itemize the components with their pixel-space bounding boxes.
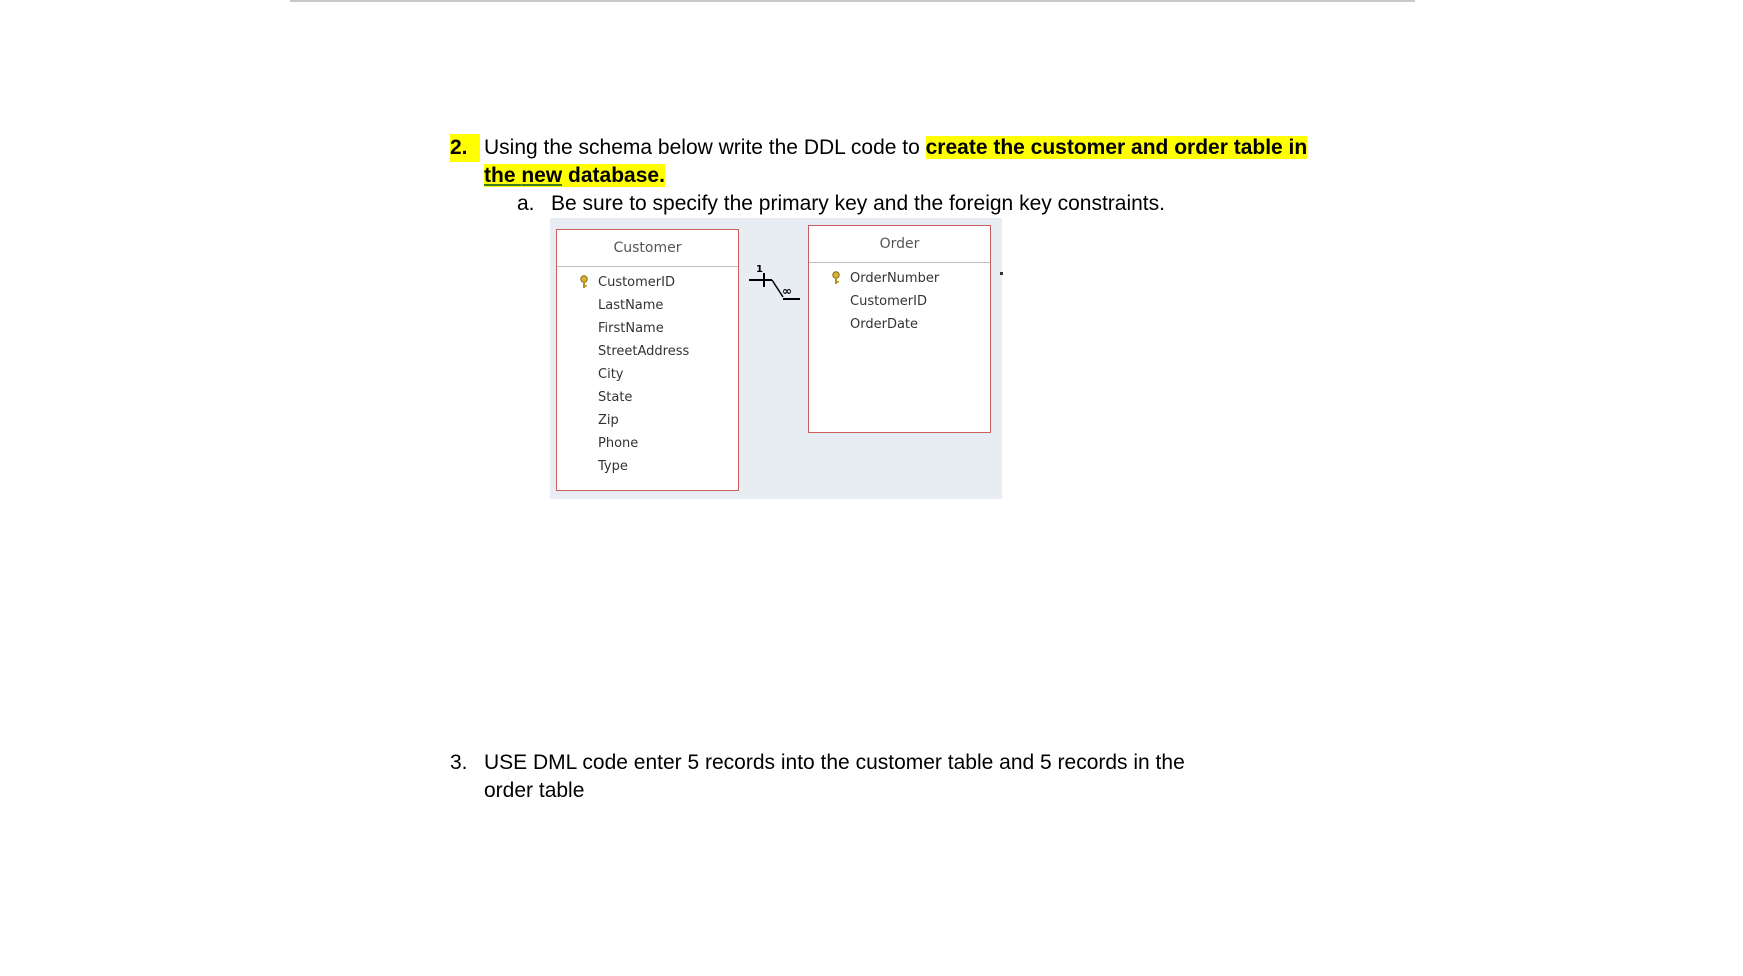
question-2a xyxy=(517,190,1165,218)
stray-dot xyxy=(1000,272,1003,275)
primary-key-icon xyxy=(831,271,841,285)
customer-field-label: CustomerID xyxy=(598,275,675,290)
relationship-many-label: ∞ xyxy=(782,284,792,298)
question-2-plain-text: Using the schema below write the DDL code to xyxy=(484,136,926,159)
order-field-list xyxy=(809,263,990,336)
customer-field-label: LastName xyxy=(598,298,664,313)
order-field-label: CustomerID xyxy=(850,294,927,309)
customer-field-label: City xyxy=(598,367,624,382)
customer-field-label: FirstName xyxy=(598,321,664,336)
question-3-line-1: USE DML code enter 5 records into the customer table and 5 records in the xyxy=(484,751,1185,774)
question-2-word-new: new xyxy=(521,164,563,187)
question-2a-letter: a. xyxy=(517,192,535,215)
customer-field-label: State xyxy=(598,390,633,405)
question-3-line-2: order table xyxy=(484,779,585,802)
question-2 xyxy=(450,134,1310,190)
customer-table-title: Customer xyxy=(557,230,738,267)
order-table-title: Order xyxy=(809,226,990,263)
question-3-number: 3. xyxy=(450,751,468,774)
question-3-text xyxy=(484,749,1310,805)
question-2-highlight-end: database. xyxy=(562,164,665,187)
order-field-label: OrderDate xyxy=(850,317,919,332)
order-field-label: OrderNumber xyxy=(850,271,940,286)
customer-field-label: Zip xyxy=(598,413,619,428)
customer-field-label: Type xyxy=(598,459,628,474)
question-3 xyxy=(450,749,1310,805)
question-2a-text: Be sure to specify the primary key and the foreign key constraints. xyxy=(551,192,1165,215)
schema-diagram xyxy=(550,218,1002,499)
customer-field-label: Phone xyxy=(598,436,639,451)
question-2-word-the: the xyxy=(484,164,516,187)
top-divider xyxy=(290,0,1415,2)
question-2-number: 2. xyxy=(450,134,480,162)
question-2-highlight-text: create the customer and order table in xyxy=(925,136,1308,159)
order-field xyxy=(809,313,990,336)
order-table xyxy=(808,225,991,433)
order-field xyxy=(809,290,990,313)
question-2-text xyxy=(484,134,1310,190)
relationship-one-label: 1 xyxy=(756,264,763,275)
customer-field-label: StreetAddress xyxy=(598,344,690,359)
order-field xyxy=(809,267,990,290)
